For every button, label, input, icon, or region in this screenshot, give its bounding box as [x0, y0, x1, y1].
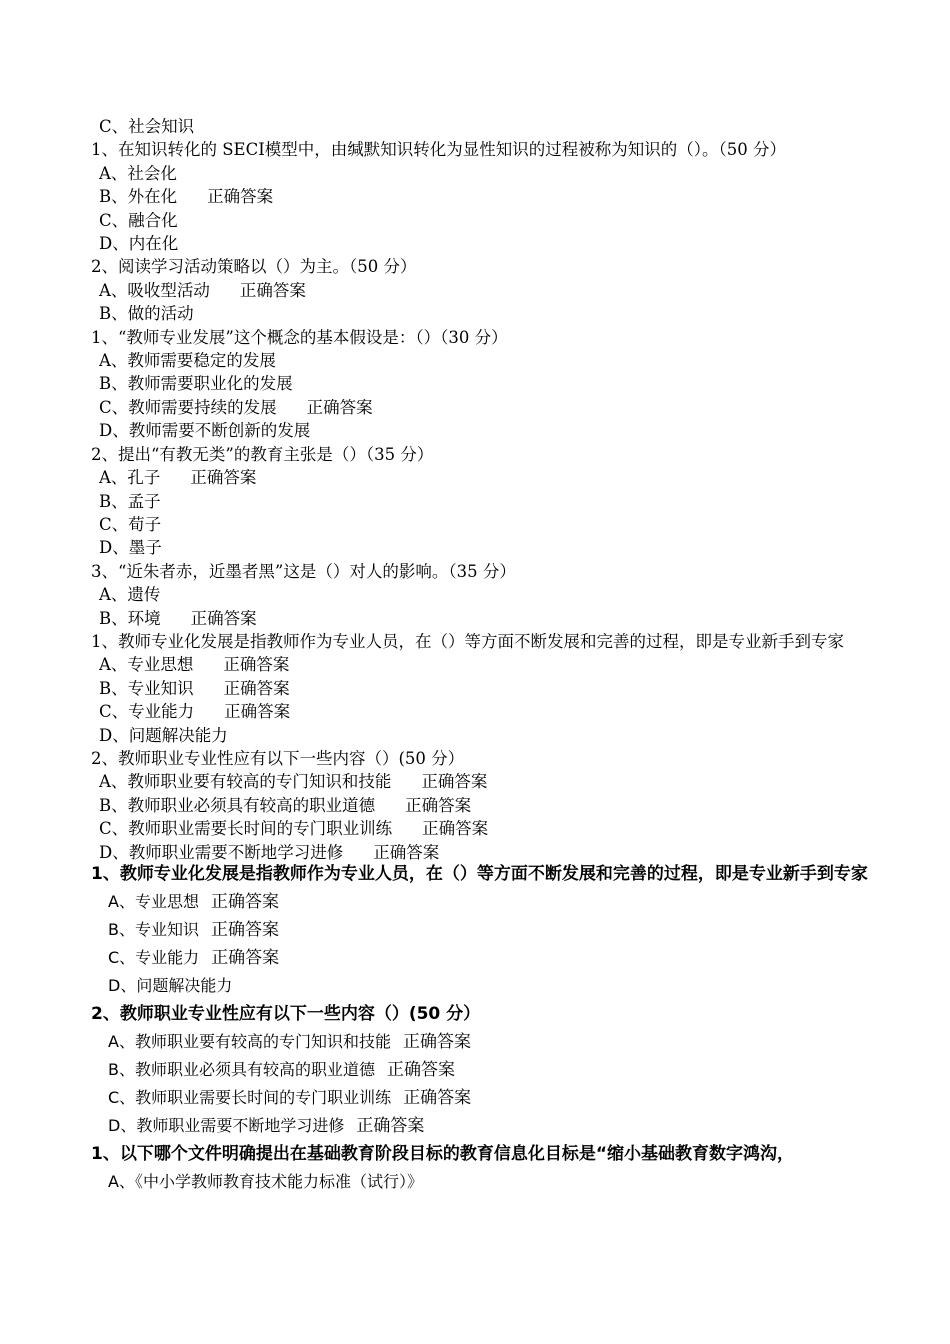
answer-option — [91, 653, 950, 676]
correct-answer-mark: 正确答案 — [421, 772, 488, 792]
correct-answer-mark: 正确答案 — [373, 842, 440, 862]
correct-answer-mark: 正确答案 — [422, 819, 489, 839]
question-label: 1、教师专业化发展是指教师作为专业人员，在（）等方面不断发展和完善的过程，即是专业新手到专家 — [91, 631, 844, 651]
option-label: D、教师需要不断创新的发展 — [99, 421, 311, 441]
option-label: B、做的活动 — [99, 304, 194, 324]
question-text — [91, 630, 950, 653]
answer-option — [91, 279, 950, 302]
correct-answer-mark: 正确答案 — [306, 397, 373, 417]
answer-option — [91, 185, 950, 208]
correct-answer-mark: 正确答案 — [224, 702, 291, 722]
option-label: C、专业能力 — [99, 702, 195, 722]
correct-answer-mark: 正确答案 — [223, 655, 290, 675]
question-label: 1、以下哪个文件明确提出在基础教育阶段目标的教育信息化目标是“缩小基础教育数字鸿沟， — [91, 1144, 794, 1164]
question-label: 2、提出“有教无类”的教育主张是（）（35 分） — [91, 444, 434, 464]
option-label: C、社会知识 — [99, 117, 195, 136]
option-label: C、荀子 — [99, 514, 162, 534]
question-label: 1、教师专业化发展是指教师作为专业人员，在（）等方面不断发展和完善的过程，即是专业新手到专家 — [91, 864, 868, 884]
option-label: A、教师职业要有较高的专门知识和技能 — [99, 772, 392, 792]
answer-option — [91, 888, 950, 916]
answer-option — [91, 349, 950, 372]
answer-option — [91, 490, 950, 513]
option-label: A、吸收型活动 — [99, 280, 210, 300]
answer-option — [91, 419, 950, 442]
option-label: B、专业知识 — [99, 678, 194, 698]
correct-answer-mark: 正确答案 — [223, 678, 290, 698]
option-label: C、教师职业需要长时间的专门职业训练 — [99, 819, 393, 839]
answer-option — [91, 1168, 950, 1196]
question-label: 1、“教师专业发展”这个概念的基本假设是：（）（30 分） — [91, 327, 508, 347]
correct-answer-mark: 正确答案 — [207, 187, 274, 207]
correct-answer-mark: 正确答案 — [211, 948, 280, 968]
document-section-2 — [91, 860, 950, 1196]
answer-option — [91, 972, 950, 1000]
answer-option — [91, 1084, 950, 1112]
question-text — [91, 1140, 950, 1168]
answer-option — [91, 372, 950, 395]
correct-answer-mark: 正确答案 — [210, 920, 279, 940]
correct-answer-mark: 正确答案 — [210, 892, 279, 912]
answer-option — [91, 232, 950, 255]
answer-option — [91, 607, 950, 630]
question-text — [91, 255, 950, 278]
correct-answer-mark: 正确答案 — [402, 1032, 471, 1052]
answer-option — [91, 944, 950, 972]
question-text — [91, 443, 950, 466]
option-label: C、教师需要持续的发展 — [99, 397, 277, 417]
question-label: 2、阅读学习活动策略以（）为主。（50 分） — [91, 257, 417, 277]
question-text — [91, 138, 950, 161]
answer-option — [91, 794, 950, 817]
correct-answer-mark: 正确答案 — [356, 1116, 425, 1136]
answer-option — [91, 1112, 950, 1140]
question-text — [91, 560, 950, 583]
option-label: D、教师职业需要不断地学习进修 — [108, 1116, 345, 1135]
option-label: B、教师职业必须具有较高的职业道德 — [99, 795, 376, 815]
answer-option — [91, 724, 950, 747]
option-label: B、教师职业必须具有较高的职业道德 — [108, 1060, 375, 1079]
answer-option — [91, 817, 950, 840]
option-label: D、墨子 — [99, 538, 162, 558]
answer-option — [91, 466, 950, 489]
answer-option — [91, 1028, 950, 1056]
answer-option — [91, 536, 950, 559]
correct-answer-mark: 正确答案 — [403, 1088, 472, 1108]
option-label: B、专业知识 — [108, 920, 199, 939]
question-text — [91, 326, 950, 349]
answer-option — [91, 700, 950, 723]
question-label: 1、在知识转化的 SECI模型中，由缄默知识转化为显性知识的过程被称为知识的（）。（50 分） — [91, 140, 786, 160]
question-text — [91, 747, 950, 770]
answer-option — [91, 916, 950, 944]
answer-option — [91, 396, 950, 419]
option-label: D、问题解决能力 — [108, 976, 233, 995]
correct-answer-mark: 正确答案 — [190, 608, 257, 628]
option-label: C、专业能力 — [108, 948, 200, 967]
option-label: A、教师需要稳定的发展 — [99, 351, 276, 371]
document-section-1 — [91, 115, 950, 864]
option-label: A、专业思想 — [99, 655, 194, 675]
option-label: D、问题解决能力 — [99, 725, 228, 745]
answer-option — [91, 770, 950, 793]
option-label: A、教师职业要有较高的专门知识和技能 — [108, 1032, 391, 1051]
option-label: A、遗传 — [99, 585, 161, 605]
option-label: A、专业思想 — [108, 892, 199, 911]
answer-option — [91, 162, 950, 185]
option-label: B、环境 — [99, 608, 161, 628]
option-label: B、教师需要职业化的发展 — [99, 374, 293, 394]
answer-option — [91, 115, 950, 138]
answer-option — [91, 583, 950, 606]
option-label: C、教师职业需要长时间的专门职业训练 — [108, 1088, 392, 1107]
option-label: D、教师职业需要不断地学习进修 — [99, 842, 344, 862]
correct-answer-mark: 正确答案 — [239, 280, 306, 300]
correct-answer-mark: 正确答案 — [405, 795, 472, 815]
option-label: A、社会化 — [99, 163, 177, 183]
answer-option — [91, 209, 950, 232]
answer-option — [91, 1056, 950, 1084]
correct-answer-mark: 正确答案 — [386, 1060, 455, 1080]
correct-answer-mark: 正确答案 — [190, 468, 257, 488]
answer-option — [91, 513, 950, 536]
answer-option — [91, 302, 950, 325]
option-label: C、融合化 — [99, 210, 178, 230]
option-label: A、孔子 — [99, 468, 161, 488]
option-label: A、《中小学教师教育技术能力标准（试行）》 — [108, 1172, 423, 1191]
question-text — [91, 860, 950, 888]
question-label: 3、“近朱者赤，近墨者黑”这是（）对人的影响。（35 分） — [91, 561, 516, 581]
question-label: 2、教师职业专业性应有以下一些内容（）(50 分） — [91, 1004, 481, 1024]
option-label: D、内在化 — [99, 234, 179, 254]
question-text — [91, 1000, 950, 1028]
option-label: B、孟子 — [99, 491, 161, 511]
option-label: B、外在化 — [99, 187, 178, 207]
question-label: 2、教师职业专业性应有以下一些内容（）(50 分） — [91, 748, 465, 768]
answer-option — [91, 677, 950, 700]
